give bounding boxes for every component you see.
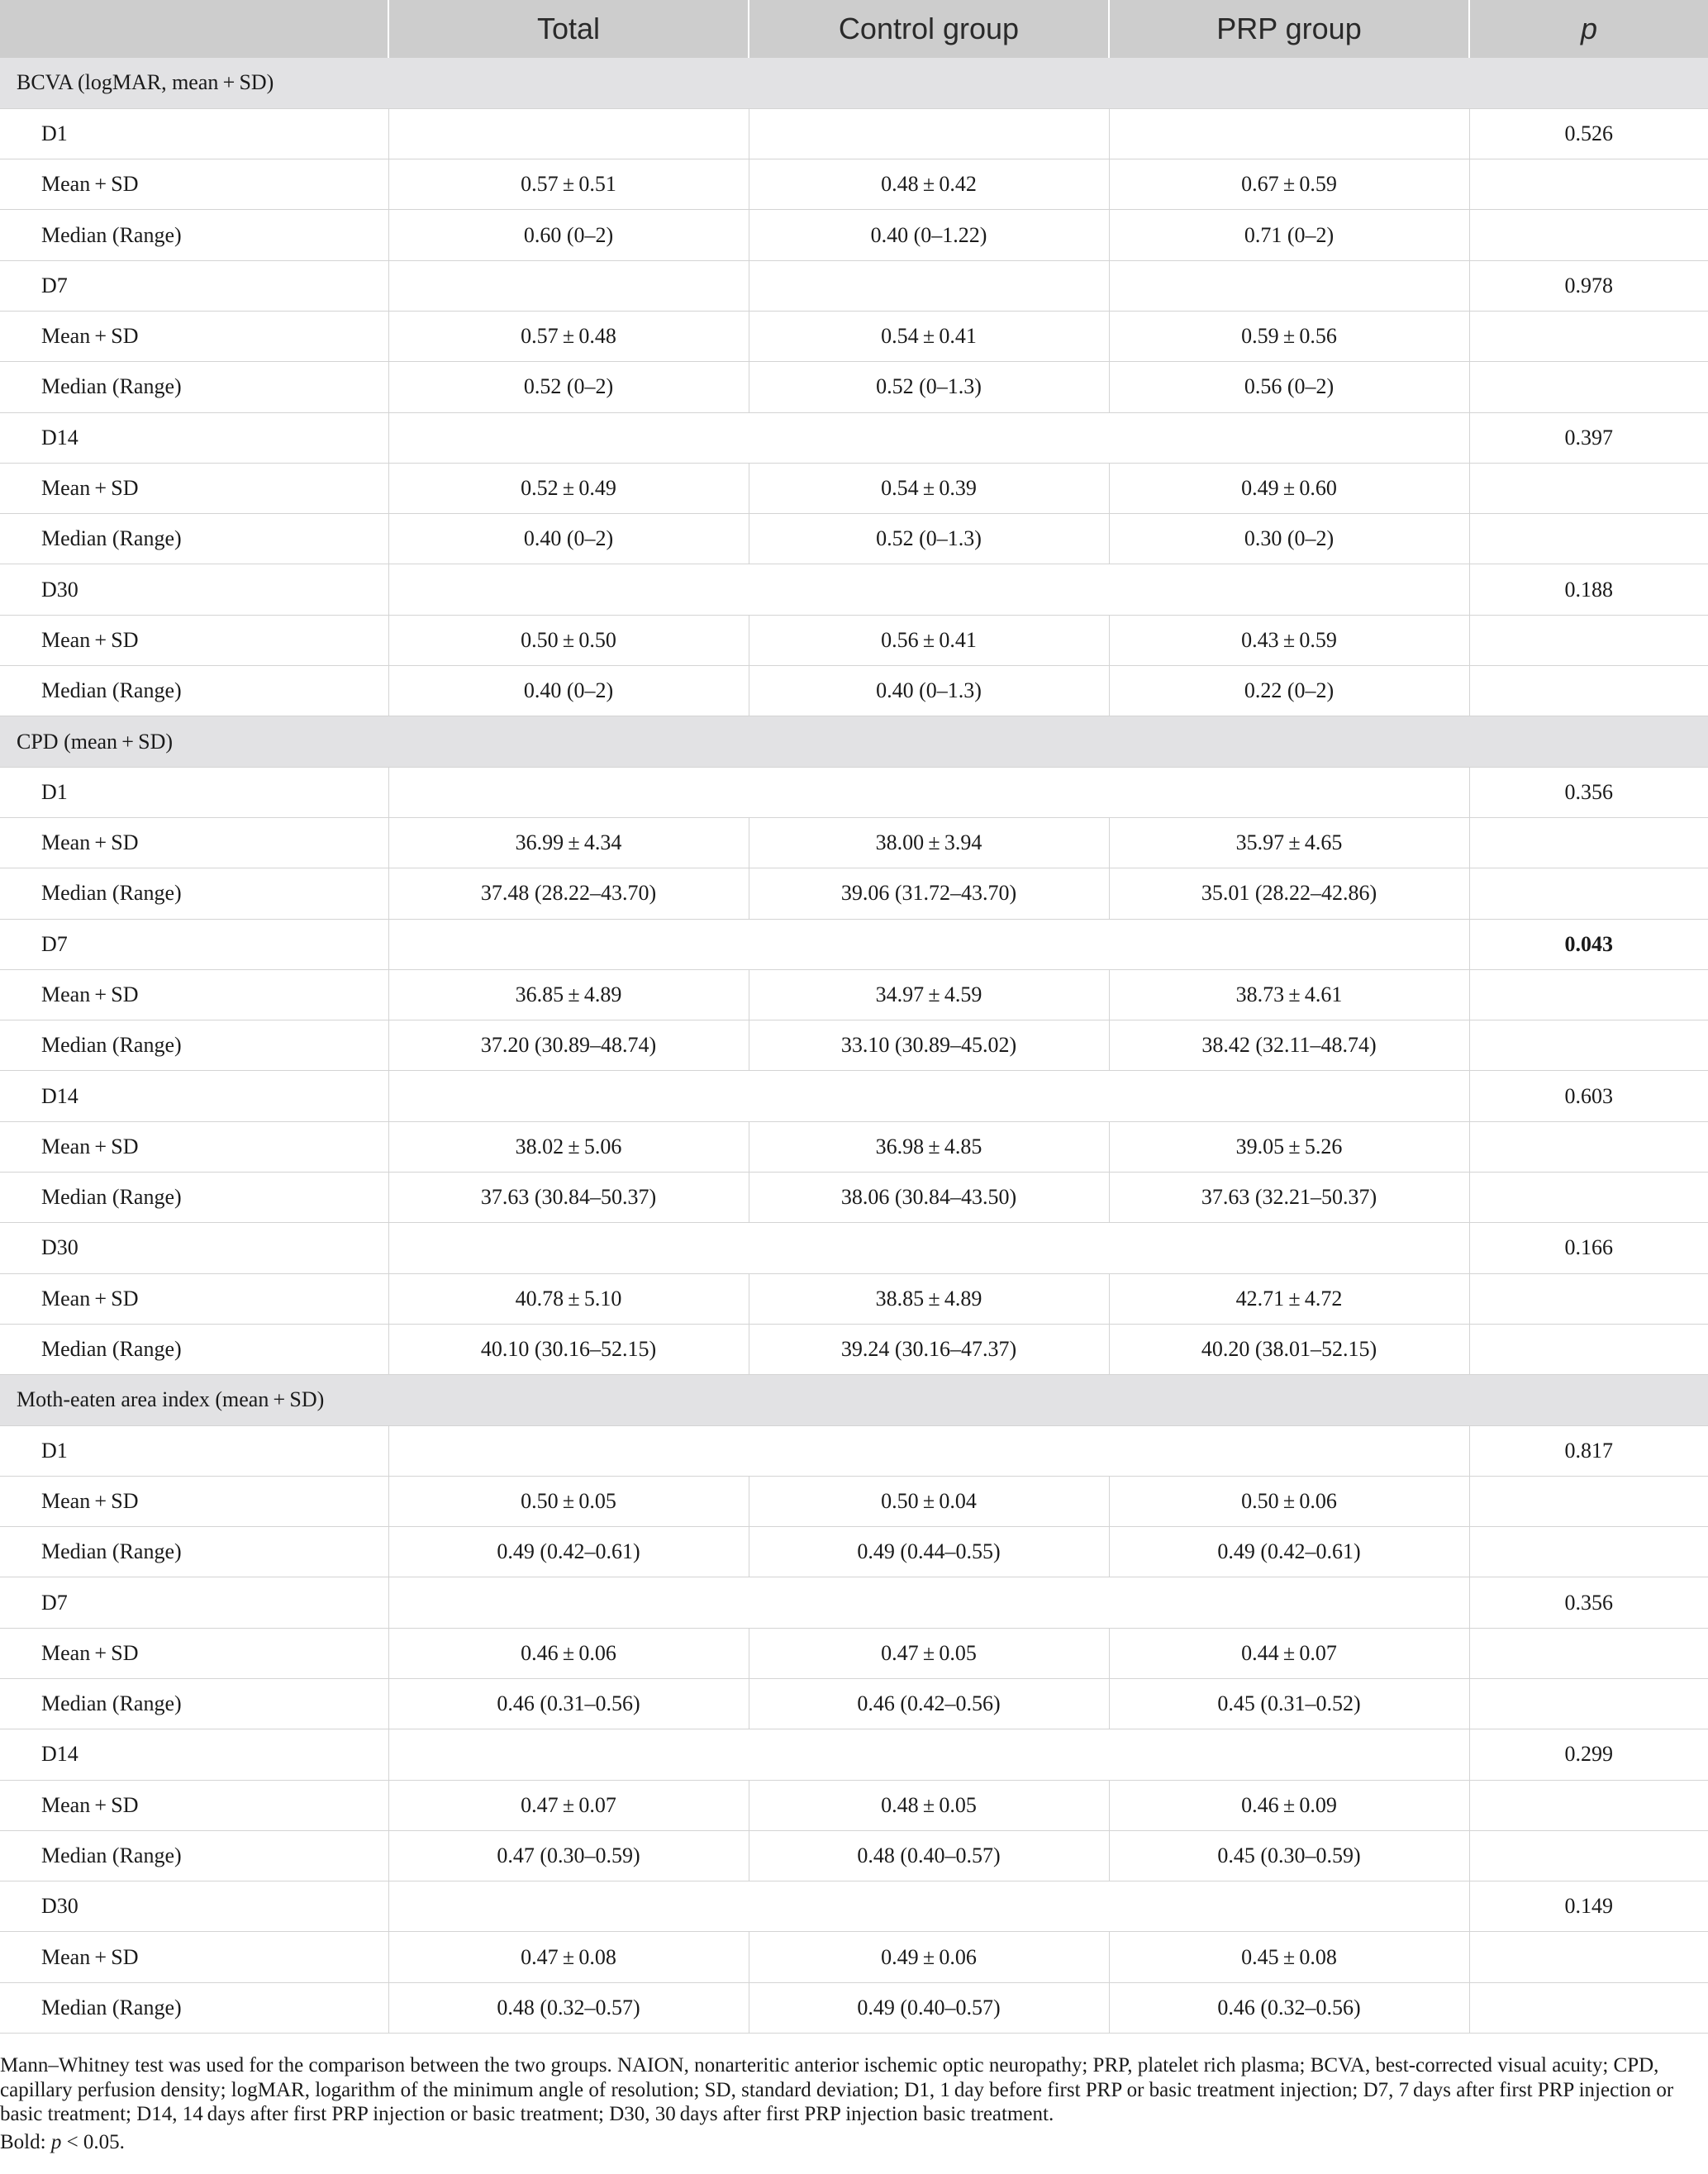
mean-prp: 42.71 ± 4.72 [1109,1273,1469,1324]
median-total: 0.49 (0.42–0.61) [388,1527,749,1577]
mean-total: 0.46 ± 0.06 [388,1628,749,1678]
median-prp: 0.71 (0–2) [1109,210,1469,260]
empty-cell [1109,108,1469,159]
mean-label: Mean + SD [0,463,388,513]
empty-span-cell [388,767,1469,817]
mean-row [0,817,1708,868]
mean-label: Mean + SD [0,1932,388,1982]
mean-total: 0.47 ± 0.08 [388,1932,749,1982]
day-label: D1 [0,767,388,817]
mean-row [0,1628,1708,1678]
mean-prp: 0.59 ± 0.56 [1109,311,1469,361]
empty-cell [1469,514,1708,564]
median-label: Median (Range) [0,1982,388,2033]
mean-control: 36.98 ± 4.85 [749,1121,1109,1172]
median-control: 0.40 (0–1.22) [749,210,1109,260]
empty-span-cell [388,1577,1469,1628]
median-total: 37.20 (30.89–48.74) [388,1020,749,1071]
section-row [0,1375,1708,1425]
empty-cell [749,108,1109,159]
empty-cell [1469,1982,1708,2033]
day-label: D1 [0,1425,388,1476]
median-total: 0.40 (0–2) [388,514,749,564]
mean-total: 0.50 ± 0.05 [388,1476,749,1526]
empty-cell [1469,362,1708,412]
mean-prp: 0.45 ± 0.08 [1109,1932,1469,1982]
mean-control: 0.49 ± 0.06 [749,1932,1109,1982]
empty-cell [1469,1020,1708,1071]
median-label: Median (Range) [0,514,388,564]
header-blank [0,0,388,58]
table-header [0,0,1708,58]
day-row [0,1577,1708,1628]
empty-cell [1469,969,1708,1020]
day-row [0,564,1708,615]
mean-control: 34.97 ± 4.59 [749,969,1109,1020]
median-row [0,1527,1708,1577]
section-row [0,58,1708,108]
mean-prp: 0.46 ± 0.09 [1109,1780,1469,1830]
mean-total: 0.52 ± 0.49 [388,463,749,513]
median-label: Median (Range) [0,1020,388,1071]
mean-total: 0.50 ± 0.50 [388,615,749,665]
p-value: 0.166 [1469,1223,1708,1273]
median-label: Median (Range) [0,1527,388,1577]
median-control: 39.24 (30.16–47.37) [749,1324,1109,1374]
empty-cell [1469,666,1708,716]
empty-span-cell [388,412,1469,463]
day-row [0,1729,1708,1780]
empty-cell [1109,260,1469,311]
median-control: 0.52 (0–1.3) [749,514,1109,564]
p-value: 0.188 [1469,564,1708,615]
mean-total: 36.85 ± 4.89 [388,969,749,1020]
footnote-p-symbol: p [50,2130,62,2153]
day-row [0,1071,1708,1121]
mean-total: 0.57 ± 0.48 [388,311,749,361]
day-label: D1 [0,108,388,159]
day-label: D7 [0,1577,388,1628]
mean-prp: 0.50 ± 0.06 [1109,1476,1469,1526]
mean-label: Mean + SD [0,1121,388,1172]
empty-span-cell [388,1071,1469,1121]
day-label: D30 [0,1881,388,1932]
mean-prp: 35.97 ± 4.65 [1109,817,1469,868]
median-total: 0.52 (0–2) [388,362,749,412]
mean-total: 40.78 ± 5.10 [388,1273,749,1324]
day-row [0,767,1708,817]
median-label: Median (Range) [0,666,388,716]
median-row [0,210,1708,260]
empty-cell [388,108,749,159]
footnote-bold-prefix: Bold: [0,2130,51,2153]
mean-row [0,1932,1708,1982]
median-row [0,1173,1708,1223]
mean-control: 0.48 ± 0.42 [749,159,1109,210]
empty-cell [1469,1830,1708,1881]
median-prp: 0.49 (0.42–0.61) [1109,1527,1469,1577]
empty-cell [1469,311,1708,361]
median-control: 0.52 (0–1.3) [749,362,1109,412]
median-label: Median (Range) [0,868,388,919]
mean-total: 38.02 ± 5.06 [388,1121,749,1172]
empty-span-cell [388,564,1469,615]
p-value: 0.043 [1469,919,1708,969]
mean-row [0,159,1708,210]
median-total: 37.63 (30.84–50.37) [388,1173,749,1223]
median-label: Median (Range) [0,1679,388,1729]
day-row [0,1425,1708,1476]
median-control: 0.49 (0.44–0.55) [749,1527,1109,1577]
empty-cell [1469,1780,1708,1830]
mean-prp: 0.67 ± 0.59 [1109,159,1469,210]
empty-cell [1469,463,1708,513]
p-value: 0.978 [1469,260,1708,311]
median-row [0,514,1708,564]
header-row [0,0,1708,58]
empty-cell [1469,1932,1708,1982]
p-value: 0.603 [1469,1071,1708,1121]
empty-cell [749,260,1109,311]
mean-prp: 0.43 ± 0.59 [1109,615,1469,665]
mean-label: Mean + SD [0,817,388,868]
mean-prp: 0.49 ± 0.60 [1109,463,1469,513]
p-value: 0.356 [1469,1577,1708,1628]
mean-label: Mean + SD [0,969,388,1020]
mean-row [0,463,1708,513]
table-body [0,58,1708,2034]
section-title: BCVA (logMAR, mean + SD) [0,58,1708,108]
median-prp: 0.22 (0–2) [1109,666,1469,716]
empty-cell [388,260,749,311]
mean-label: Mean + SD [0,1476,388,1526]
table-footnote [0,2053,1690,2157]
day-row [0,412,1708,463]
p-value: 0.526 [1469,108,1708,159]
median-label: Median (Range) [0,1830,388,1881]
empty-cell [1469,1679,1708,1729]
empty-cell [1469,1273,1708,1324]
median-control: 0.49 (0.40–0.57) [749,1982,1109,2033]
median-control: 38.06 (30.84–43.50) [749,1173,1109,1223]
day-row [0,108,1708,159]
median-total: 0.46 (0.31–0.56) [388,1679,749,1729]
median-row [0,1679,1708,1729]
median-control: 39.06 (31.72–43.70) [749,868,1109,919]
mean-control: 0.48 ± 0.05 [749,1780,1109,1830]
section-row [0,716,1708,767]
median-row [0,868,1708,919]
mean-row [0,1273,1708,1324]
mean-prp: 38.73 ± 4.61 [1109,969,1469,1020]
median-row [0,666,1708,716]
day-label: D30 [0,564,388,615]
median-control: 0.48 (0.40–0.57) [749,1830,1109,1881]
day-row [0,260,1708,311]
footnote-bold-legend [0,2130,1690,2155]
median-prp: 40.20 (38.01–52.15) [1109,1324,1469,1374]
empty-cell [1469,615,1708,665]
header-total: Total [388,0,749,58]
median-total: 0.60 (0–2) [388,210,749,260]
section-title: Moth-eaten area index (mean + SD) [0,1375,1708,1425]
empty-span-cell [388,1729,1469,1780]
p-value: 0.817 [1469,1425,1708,1476]
median-total: 40.10 (30.16–52.15) [388,1324,749,1374]
mean-row [0,1780,1708,1830]
median-prp: 37.63 (32.21–50.37) [1109,1173,1469,1223]
median-prp: 38.42 (32.11–48.74) [1109,1020,1469,1071]
day-label: D30 [0,1223,388,1273]
median-label: Median (Range) [0,1324,388,1374]
median-control: 33.10 (30.89–45.02) [749,1020,1109,1071]
median-total: 0.48 (0.32–0.57) [388,1982,749,2033]
empty-cell [1469,1121,1708,1172]
median-prp: 35.01 (28.22–42.86) [1109,868,1469,919]
mean-label: Mean + SD [0,615,388,665]
median-row [0,1830,1708,1881]
mean-control: 38.00 ± 3.94 [749,817,1109,868]
mean-label: Mean + SD [0,311,388,361]
p-value: 0.356 [1469,767,1708,817]
mean-control: 38.85 ± 4.89 [749,1273,1109,1324]
mean-total: 0.57 ± 0.51 [388,159,749,210]
median-prp: 0.56 (0–2) [1109,362,1469,412]
mean-row [0,1476,1708,1526]
mean-control: 0.50 ± 0.04 [749,1476,1109,1526]
empty-cell [1469,1173,1708,1223]
day-row [0,919,1708,969]
median-row [0,1020,1708,1071]
median-total: 37.48 (28.22–43.70) [388,868,749,919]
day-label: D14 [0,412,388,463]
empty-cell [1469,1527,1708,1577]
section-title: CPD (mean + SD) [0,716,1708,767]
mean-label: Mean + SD [0,1628,388,1678]
mean-control: 0.56 ± 0.41 [749,615,1109,665]
empty-cell [1469,817,1708,868]
median-label: Median (Range) [0,1173,388,1223]
mean-label: Mean + SD [0,1780,388,1830]
median-total: 0.47 (0.30–0.59) [388,1830,749,1881]
day-label: D7 [0,919,388,969]
mean-row [0,1121,1708,1172]
day-label: D14 [0,1071,388,1121]
mean-total: 0.47 ± 0.07 [388,1780,749,1830]
median-label: Median (Range) [0,362,388,412]
mean-control: 0.54 ± 0.39 [749,463,1109,513]
median-row [0,1324,1708,1374]
median-control: 0.40 (0–1.3) [749,666,1109,716]
day-row [0,1881,1708,1932]
day-label: D14 [0,1729,388,1780]
p-value: 0.299 [1469,1729,1708,1780]
header-p-value: p [1580,12,1598,45]
median-total: 0.40 (0–2) [388,666,749,716]
footnote-threshold: < 0.05. [61,2130,125,2153]
mean-total: 36.99 ± 4.34 [388,817,749,868]
footnote-abbreviations: Mann–Whitney test was used for the comparison between the two groups. NAION, nonarteritic anterior ischemic optic neuropathy; PRP, platelet rich plasma; BCVA, best-corrected visual acuity; CPD, capillary perfusion density; logMAR, logarithm of the minimum angle of resolution; SD, standard deviation; D1, 1 day before first PRP or basic treatment injection; D7, 7 days after first PRP injection or basic treatment; D14, 14 days after first PRP injection or basic treatment; D30, 30 days after first PRP injection basic treatment. [0,2054,1674,2125]
mean-label: Mean + SD [0,159,388,210]
mean-label: Mean + SD [0,1273,388,1324]
median-prp: 0.30 (0–2) [1109,514,1469,564]
header-control-group: Control group [749,0,1109,58]
median-control: 0.46 (0.42–0.56) [749,1679,1109,1729]
empty-span-cell [388,1223,1469,1273]
median-prp: 0.45 (0.30–0.59) [1109,1830,1469,1881]
day-row [0,1223,1708,1273]
mean-row [0,615,1708,665]
mean-control: 0.54 ± 0.41 [749,311,1109,361]
median-row [0,362,1708,412]
empty-cell [1469,1324,1708,1374]
empty-span-cell [388,1881,1469,1932]
median-row [0,1982,1708,2033]
empty-span-cell [388,1425,1469,1476]
mean-control: 0.47 ± 0.05 [749,1628,1109,1678]
mean-row [0,311,1708,361]
median-label: Median (Range) [0,210,388,260]
median-prp: 0.45 (0.31–0.52) [1109,1679,1469,1729]
empty-cell [1469,159,1708,210]
mean-prp: 0.44 ± 0.07 [1109,1628,1469,1678]
empty-cell [1469,1628,1708,1678]
empty-cell [1469,1476,1708,1526]
mean-prp: 39.05 ± 5.26 [1109,1121,1469,1172]
empty-cell [1469,210,1708,260]
p-value: 0.397 [1469,412,1708,463]
day-label: D7 [0,260,388,311]
empty-span-cell [388,919,1469,969]
mean-row [0,969,1708,1020]
p-value: 0.149 [1469,1881,1708,1932]
empty-cell [1469,868,1708,919]
median-prp: 0.46 (0.32–0.56) [1109,1982,1469,2033]
header-prp-group: PRP group [1109,0,1469,58]
